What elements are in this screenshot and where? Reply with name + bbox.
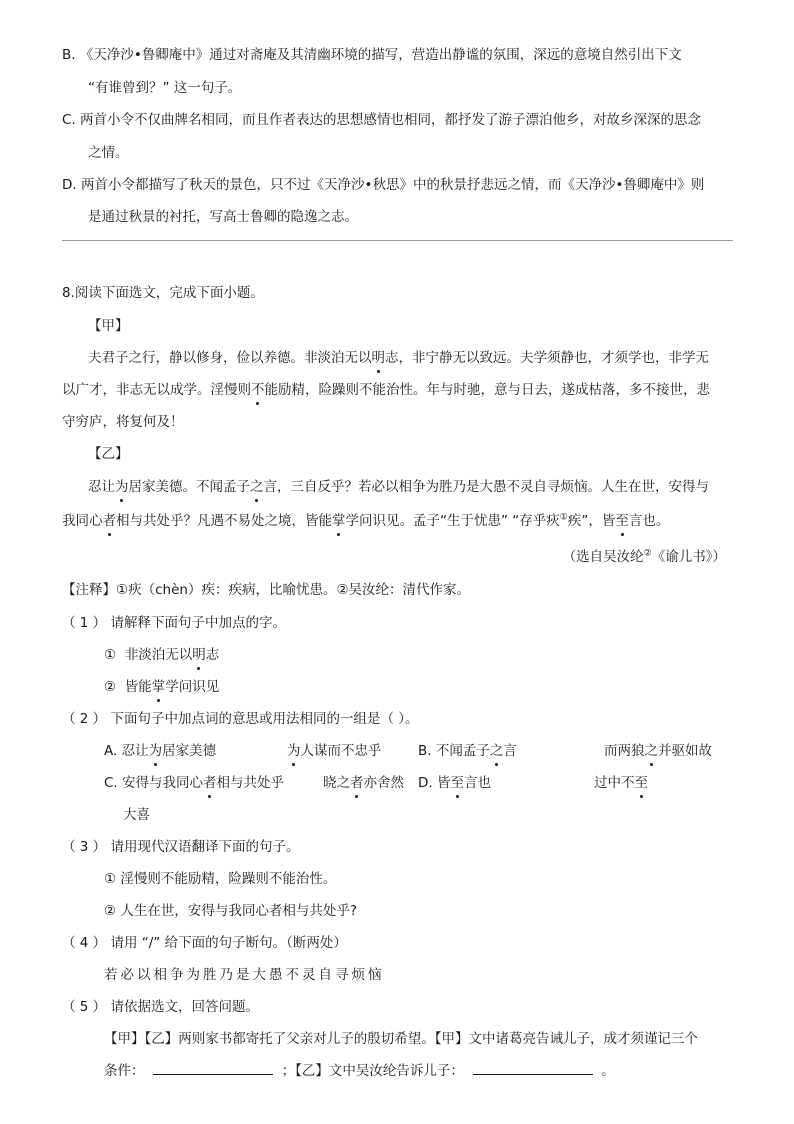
dotted-char: 不 (251, 382, 265, 398)
subquestion-1-prompt: （ 1 ） 请解释下面句子中加点的字。 (62, 615, 286, 631)
choice-a-right: 为人谋而不忠乎 (287, 743, 382, 759)
option-c-line1: C. 两首小令不仅曲牌名相同，而且作者表达的思想感情也相同，都抒发了游子漂泊他乡，对故乡深深的思念 (62, 112, 702, 128)
sentence-to-punctuate: 若必以相争为胜乃是大愚不灵自寻烦恼 (104, 967, 385, 983)
footnote-marker: ② (643, 548, 652, 559)
dotted-char: 至 (450, 775, 464, 791)
dotted-char: 掌 (332, 513, 346, 529)
subquestion-2-prompt: （ 2 ） 下面句子中加点词的意思或用法相同的一组是（ ）。 (62, 711, 419, 727)
subquestion-3-item-2: ② 人生在世，安得与我同心者相与共处乎? (104, 903, 358, 919)
subquestion-5-prompt: （ 5 ） 请依据选文，回答问题。 (62, 999, 259, 1015)
dotted-char: 之 (644, 743, 658, 759)
choice-a-left: A. 忍让为居家美德 (104, 743, 217, 759)
footnote-marker: ① (559, 512, 568, 523)
choice-d-right: 过中不至 (594, 775, 648, 791)
option-b-line1: B. 《天净沙•鲁卿庵中》通过对斋庵及其清幽环境的描写，营造出静谧的氛围，深远的意境自然引出下文 (62, 47, 682, 63)
passage-yi-line2: 我同心者相与共处乎？凡遇不易处之境，皆能掌学问识见。孟子“生于忧患” “存乎疢①疾”，皆至言也。 (62, 512, 670, 529)
subquestion-1-item-1: ① 非淡泊无以明志 (104, 647, 220, 663)
subquestion-3-prompt: （ 3 ） 请用现代汉语翻译下面的句子。 (62, 839, 300, 855)
dotted-char: 之 (250, 479, 264, 495)
dotted-char: 掌 (151, 679, 166, 695)
dotted-char: 为 (148, 743, 163, 759)
dotted-char: 之 (489, 743, 504, 759)
subquestion-5-line1: 【甲】【乙】两则家书都寄托了父亲对儿子的殷切希望。【甲】文中诸葛亮告诫儿子，成才须谨记三个 (104, 1031, 698, 1047)
choice-c-left: C. 安得与我同心者相与共处乎 (104, 775, 285, 791)
question-8-title: 8.阅读下面选文，完成下面小题。 (62, 285, 264, 301)
choice-d-left: D. 皆至言也 (418, 775, 491, 791)
choice-d-right-continued: 大喜 (123, 807, 150, 823)
dotted-char: 至 (634, 775, 648, 791)
subquestion-1-item-2: ② 皆能掌学问识见 (104, 679, 220, 695)
dotted-char: 者 (350, 775, 364, 791)
choice-b-right: 而两狼之并驱如故 (604, 743, 712, 759)
dotted-char: 明 (371, 350, 385, 366)
answer-blank-2[interactable] (473, 1061, 593, 1075)
passage-yi-label: 【乙】 (88, 446, 129, 462)
passage-jia-line1: 夫君子之行，静以修身，俭以养德。非淡泊无以明志，非宁静无以致远。夫学须静也，才须学也，非学无 (88, 350, 709, 366)
option-b-line2: “有谁曾到？” 这一句子。 (88, 80, 242, 96)
dotted-char: 为 (287, 743, 301, 759)
subquestion-3-item-1: ① 淫慢则不能励精，险躁则不能治性。 (104, 871, 337, 887)
option-d-line2: 是通过秋景的衬托，写高士鲁卿的隐逸之志。 (88, 209, 358, 225)
passage-jia-line2: 以广才，非志无以成学。淫慢则不能励精，险躁则不能治性。年与时驰，意与日去，遂成枯落，多不接世，悲 (62, 382, 710, 398)
annotation-notes: 【注释】①疢（chèn）疾：疾病，比喻忧患。②吴汝纶：清代作家。 (62, 582, 471, 598)
choice-b-left: B. 不闻孟子之言 (418, 743, 517, 759)
passage-jia-line3: 守穷庐，将复何及！ (62, 414, 184, 430)
dotted-char: 为 (115, 479, 129, 495)
subquestion-5-line2: 条件： ；【乙】文中吴汝纶告诉儿子： 。 (104, 1063, 615, 1079)
option-c-line2: 之情。 (88, 145, 129, 161)
passage-yi-line1: 忍让为居家美德。不闻孟子之言，三自反乎？若必以相争为胜乃是大愚不灵自寻烦恼。人生在世，安得与 (88, 479, 709, 495)
passage-source: （选自吴汝纶②《谕儿书》） (562, 548, 726, 565)
dotted-char: 者 (203, 775, 217, 791)
option-d-line1: D. 两首小令都描写了秋天的景色，只不过《天净沙•秋思》中的秋景抒悲远之情，而《天净沙•鲁卿庵中》则 (62, 177, 705, 193)
subquestion-4-prompt: （ 4 ） 请用 “/” 给下面的句子断句。（断两处） (62, 935, 347, 951)
passage-jia-label: 【甲】 (88, 318, 129, 334)
section-divider (62, 240, 733, 241)
choice-c-right: 晓之者亦舍然 (323, 775, 404, 791)
answer-blank-1[interactable] (153, 1061, 273, 1075)
dotted-char: 者 (102, 513, 116, 529)
dotted-char: 明 (192, 647, 206, 663)
dotted-char: 至 (615, 513, 629, 529)
